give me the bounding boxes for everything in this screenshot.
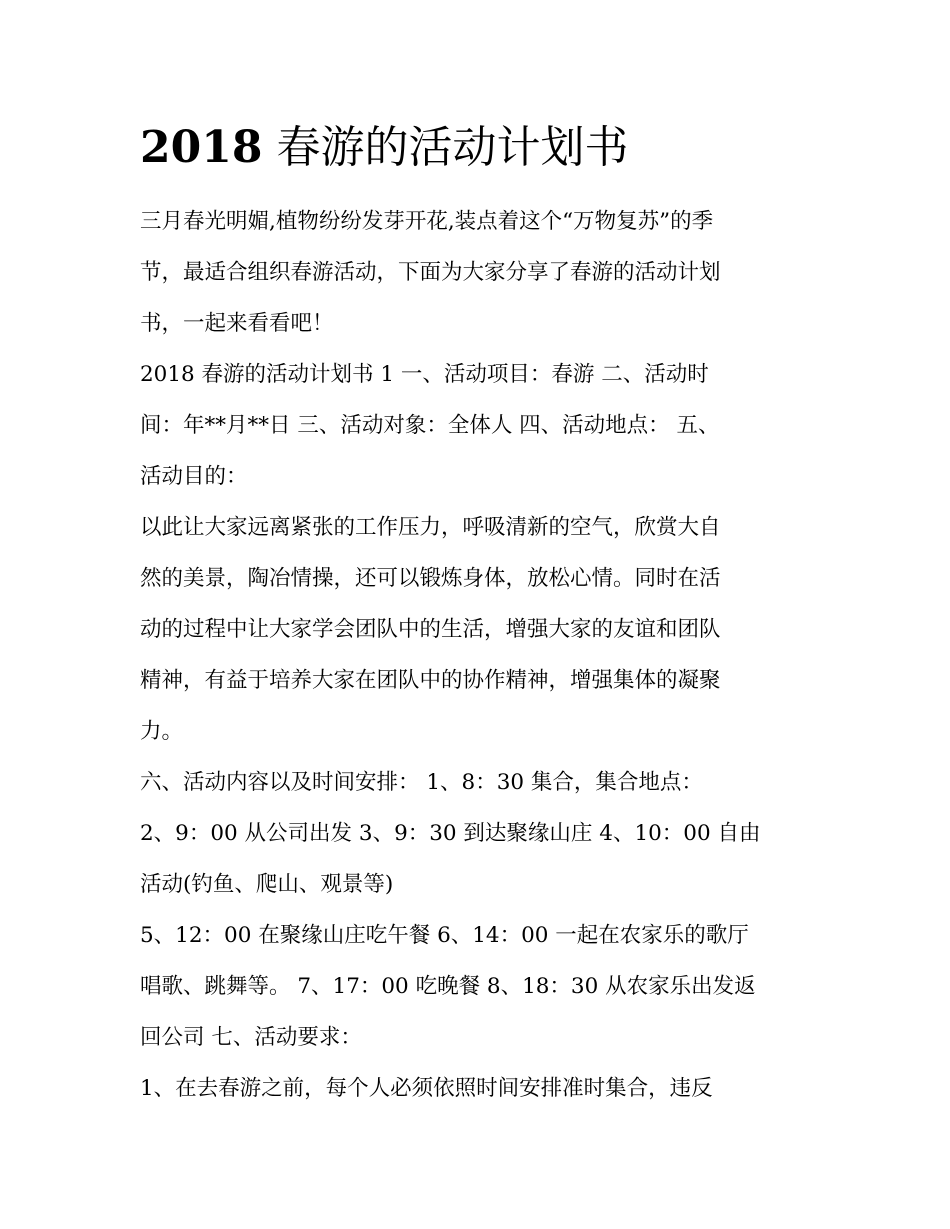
body-line: 唱歌、跳舞等。 7、17：00 吃晚餐 8、18：30 从农家乐出发返	[140, 974, 756, 999]
body-line: 精神，有益于培养大家在团队中的协作精神，增强集体的凝聚	[140, 668, 721, 693]
body-line: 三月春光明媚,植物纷纷发芽开花,装点着这个“万物复苏”的季	[140, 209, 714, 234]
body-line: 活动(钓鱼、爬山、观景等)	[140, 872, 394, 897]
body-line: 活动目的：	[140, 464, 248, 489]
document-body	[140, 196, 812, 1114]
title-year: 2018	[140, 122, 263, 173]
body-line: 节，最适合组织春游活动，下面为大家分享了春游的活动计划	[140, 260, 721, 285]
document-title	[140, 118, 840, 178]
title-text: 春游的活动计划书	[276, 122, 629, 173]
body-line: 1、在去春游之前，每个人必须依照时间安排准时集合，违反	[140, 1076, 713, 1101]
body-line: 2、9：00 从公司出发 3、9：30 到达聚缘山庄 4、10：00 自由	[140, 821, 761, 846]
body-line: 六、活动内容以及时间安排： 1、8：30 集合，集合地点：	[140, 770, 703, 795]
body-line: 力。	[140, 719, 184, 744]
body-line: 间：年**月**日 三、活动对象：全体人 四、活动地点： 五、	[140, 413, 720, 438]
body-line: 5、12：00 在聚缘山庄吃午餐 6、14：00 一起在农家乐的歌厅	[140, 923, 749, 948]
body-line: 书，一起来看看吧！	[140, 311, 334, 336]
body-line: 以此让大家远离紧张的工作压力，呼吸清新的空气，欣赏大自	[140, 515, 721, 540]
body-line: 动的过程中让大家学会团队中的生活，增强大家的友谊和团队	[140, 617, 721, 642]
body-line: 2018 春游的活动计划书 1 一、活动项目：春游 二、活动时	[140, 362, 709, 387]
body-line: 然的美景，陶冶情操，还可以锻炼身体，放松心情。同时在活	[140, 566, 721, 591]
body-line: 回公司 七、活动要求：	[140, 1025, 362, 1050]
